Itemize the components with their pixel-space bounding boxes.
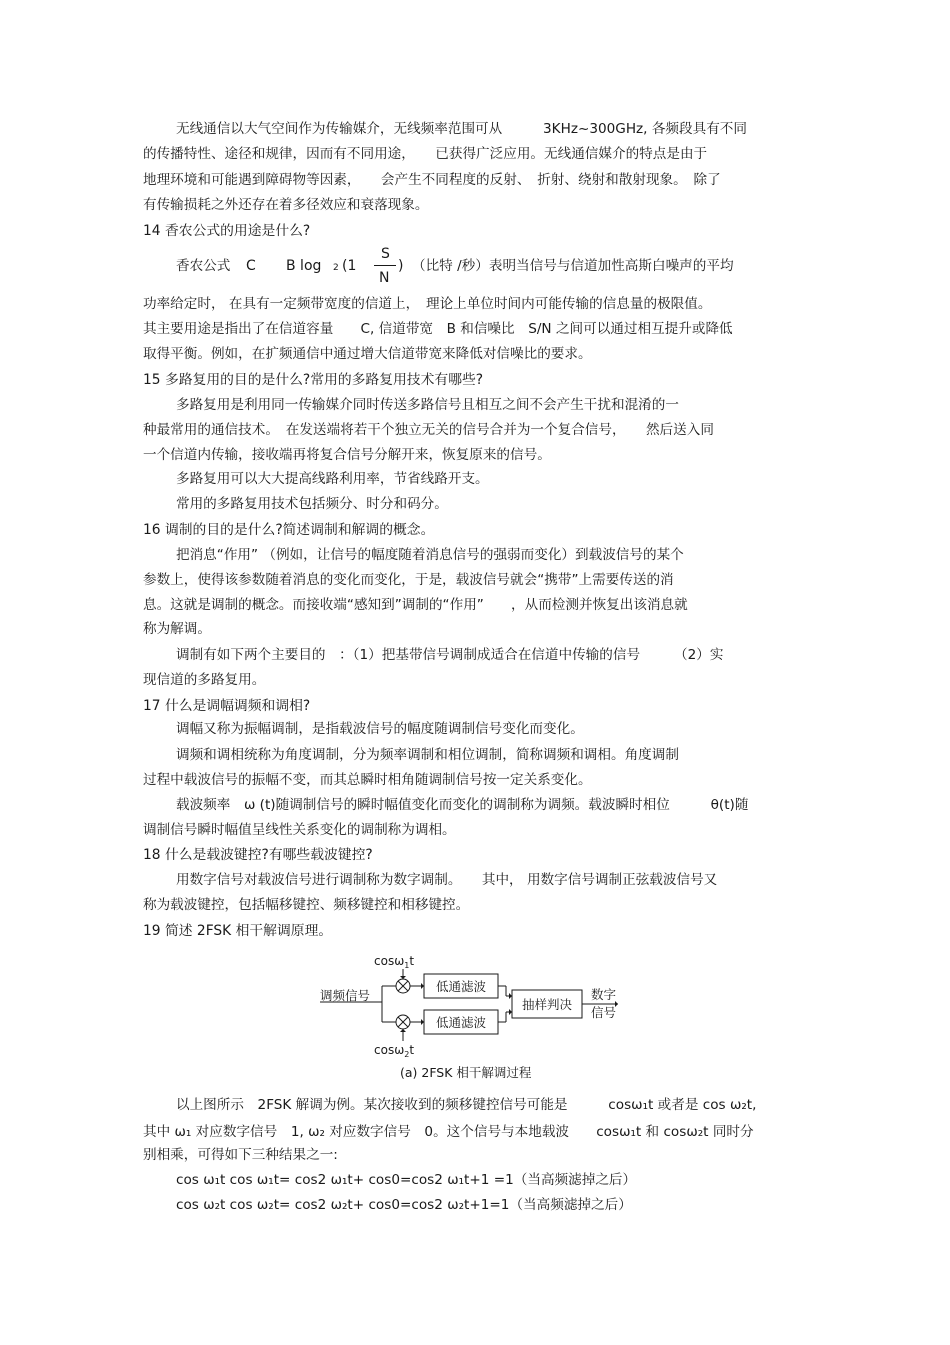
text-line: 调制有如下两个主要目的 ：（1）把基带信号调制成适合在信道中传输的信号 （2）实 <box>176 647 724 663</box>
multiplier-bottom <box>396 1015 410 1029</box>
text-line: 把消息“作用” （例如，让信号的幅度随着消息信号的强弱而变化）到载波信号的某个 <box>176 547 684 563</box>
output-label-2: 信号 <box>591 1005 617 1020</box>
text-line: 用数字信号对载波信号进行调制称为数字调制。 其中， 用数字信号调制正弦载波信号又 <box>176 872 718 888</box>
input-label: 调频信号 <box>320 988 371 1003</box>
text-line: 常用的多路复用技术包括频分、时分和码分。 <box>176 496 448 512</box>
text-line: 以上图所示 2FSK 解调为例。某次接收到的频移键控信号可能是 cosω₁t 或者是 cos ω₂t, <box>176 1097 757 1113</box>
text-line: 调幅又称为振幅调制，是指载波信号的幅度随调制信号变化而变化。 <box>176 721 584 737</box>
question-heading: 19 简述 2FSK 相干解调原理。 <box>143 923 333 939</box>
formula-b-log: B log <box>286 258 322 274</box>
formula-sub: 2 <box>333 263 339 273</box>
figure-caption: (a) 2FSK 相干解调过程 <box>400 1065 532 1080</box>
question-heading: 14 香农公式的用途是什么? <box>143 223 311 239</box>
multiplier-top <box>396 979 410 993</box>
arrowhead <box>400 976 406 979</box>
text-line: 称为解调。 <box>143 621 211 637</box>
text-line: 地理环境和可能遇到障碍物等因素， 会产生不同程度的反射、 折射、绕射和散射现象。 除了 <box>143 172 721 188</box>
equation-line: cos ω₁t cos ω₁t= cos2 ω₁t+ cos0=cos2 ω₁t+1 =1（当高频滤掉之后） <box>176 1172 637 1188</box>
question-heading: 16 调制的目的是什么?简述调制和解调的概念。 <box>143 522 435 538</box>
carrier-bottom-label: cosω$_2$t <box>374 1043 415 1059</box>
formula-c: C <box>246 258 256 274</box>
lpf-bottom-label: 低通滤波 <box>435 1015 487 1030</box>
formula-close: ) <box>398 258 404 274</box>
text-line: 的传播特性、途径和规律，因而有不同用途， 已获得广泛应用。无线通信媒介的特点是由于 <box>143 146 708 162</box>
formula-tail: （比特 /秒）表明当信号与信道加性高斯白噪声的平均 <box>412 258 734 274</box>
text-line: 调频和调相统称为角度调制，分为频率调制和相位调制，简称调频和调相。角度调制 <box>176 747 679 763</box>
formula-numerator: S <box>381 246 390 262</box>
text-line: 称为载波键控，包括幅移键控、频移键控和相移键控。 <box>143 897 470 913</box>
question-heading: 17 什么是调幅调频和调相? <box>143 698 311 714</box>
shannon-formula <box>176 244 808 290</box>
text-line: 取得平衡。例如，在扩频通信中通过增大信道带宽来降低对信噪比的要求。 <box>143 346 592 362</box>
text-line: 有传输损耗之外还存在着多径效应和衰落现象。 <box>143 197 429 213</box>
formula-denominator: N <box>379 270 390 286</box>
formula-paren: (1 <box>342 258 357 274</box>
decision-label: 抽样判决 <box>521 997 573 1012</box>
text-line: 无线通信以大气空间作为传输媒介，无线频率范围可从 3KHz~300GHz, 各频段具有不同 <box>176 121 747 137</box>
text-line: 其中 ω₁ 对应数字信号 1, ω₂ 对应数字信号 0。这个信号与本地载波 cosω₁t 和 cosω₂t 同时分 <box>143 1124 754 1140</box>
text-line: 载波频率 ω (t)随调制信号的瞬时幅值变化而变化的调制称为调频。载波瞬时相位 θ(t)随 <box>176 797 749 813</box>
text-line: 调制信号瞬时幅值呈线性关系变化的调制称为调相。 <box>143 822 456 838</box>
arrowhead <box>400 1029 406 1032</box>
question-heading: 18 什么是载波键控?有哪些载波键控? <box>143 847 373 863</box>
text-line: 一个信道内传输，接收端再将复合信号分解开来，恢复原来的信号。 <box>143 447 551 463</box>
2fsk-demod-diagram <box>312 950 642 1080</box>
text-line: 参数上，使得该参数随着消息的变化而变化，于是，载波信号就会“携带”上需要传送的消 <box>143 572 674 588</box>
carrier-top-label: cosω$_1$t <box>374 954 415 970</box>
question-heading: 15 多路复用的目的是什么?常用的多路复用技术有哪些? <box>143 372 484 388</box>
fraction-bar <box>374 265 396 266</box>
text-line: 种最常用的通信技术。 在发送端将若干个独立无关的信号合并为一个复合信号， 然后送入同 <box>143 422 714 438</box>
text-line: 功率给定时， 在具有一定频带宽度的信道上， 理论上单位时间内可能传输的信息量的极限值。 <box>143 296 712 312</box>
text-line: 别相乘，可得如下三种结果之一: <box>143 1147 338 1163</box>
equation-line: cos ω₂t cos ω₂t= cos2 ω₂t+ cos0=cos2 ω₂t+1=1（当高频滤掉之后） <box>176 1197 632 1213</box>
text-line: 息。这就是调制的概念。而接收端“感知到”调制的“作用” ，从而检测并恢复出该消息就 <box>143 597 688 613</box>
text-line: 多路复用是利用同一传输媒介同时传送多路信号且相互之间不会产生干扰和混淆的一 <box>176 397 679 413</box>
text-line: 其主要用途是指出了在信道容量 C, 信道带宽 B 和信噪比 S/N 之间可以通过相互提升或降低 <box>143 321 733 337</box>
lpf-top-label: 低通滤波 <box>435 979 487 994</box>
text-line: 过程中载波信号的振幅不变，而其总瞬时相角随调制信号按一定关系变化。 <box>143 772 592 788</box>
formula-lead: 香农公式 <box>176 258 231 274</box>
text-line: 多路复用可以大大提高线路利用率，节省线路开支。 <box>176 471 489 487</box>
text-line: 现信道的多路复用。 <box>143 672 266 688</box>
output-label-1: 数字 <box>591 987 617 1002</box>
